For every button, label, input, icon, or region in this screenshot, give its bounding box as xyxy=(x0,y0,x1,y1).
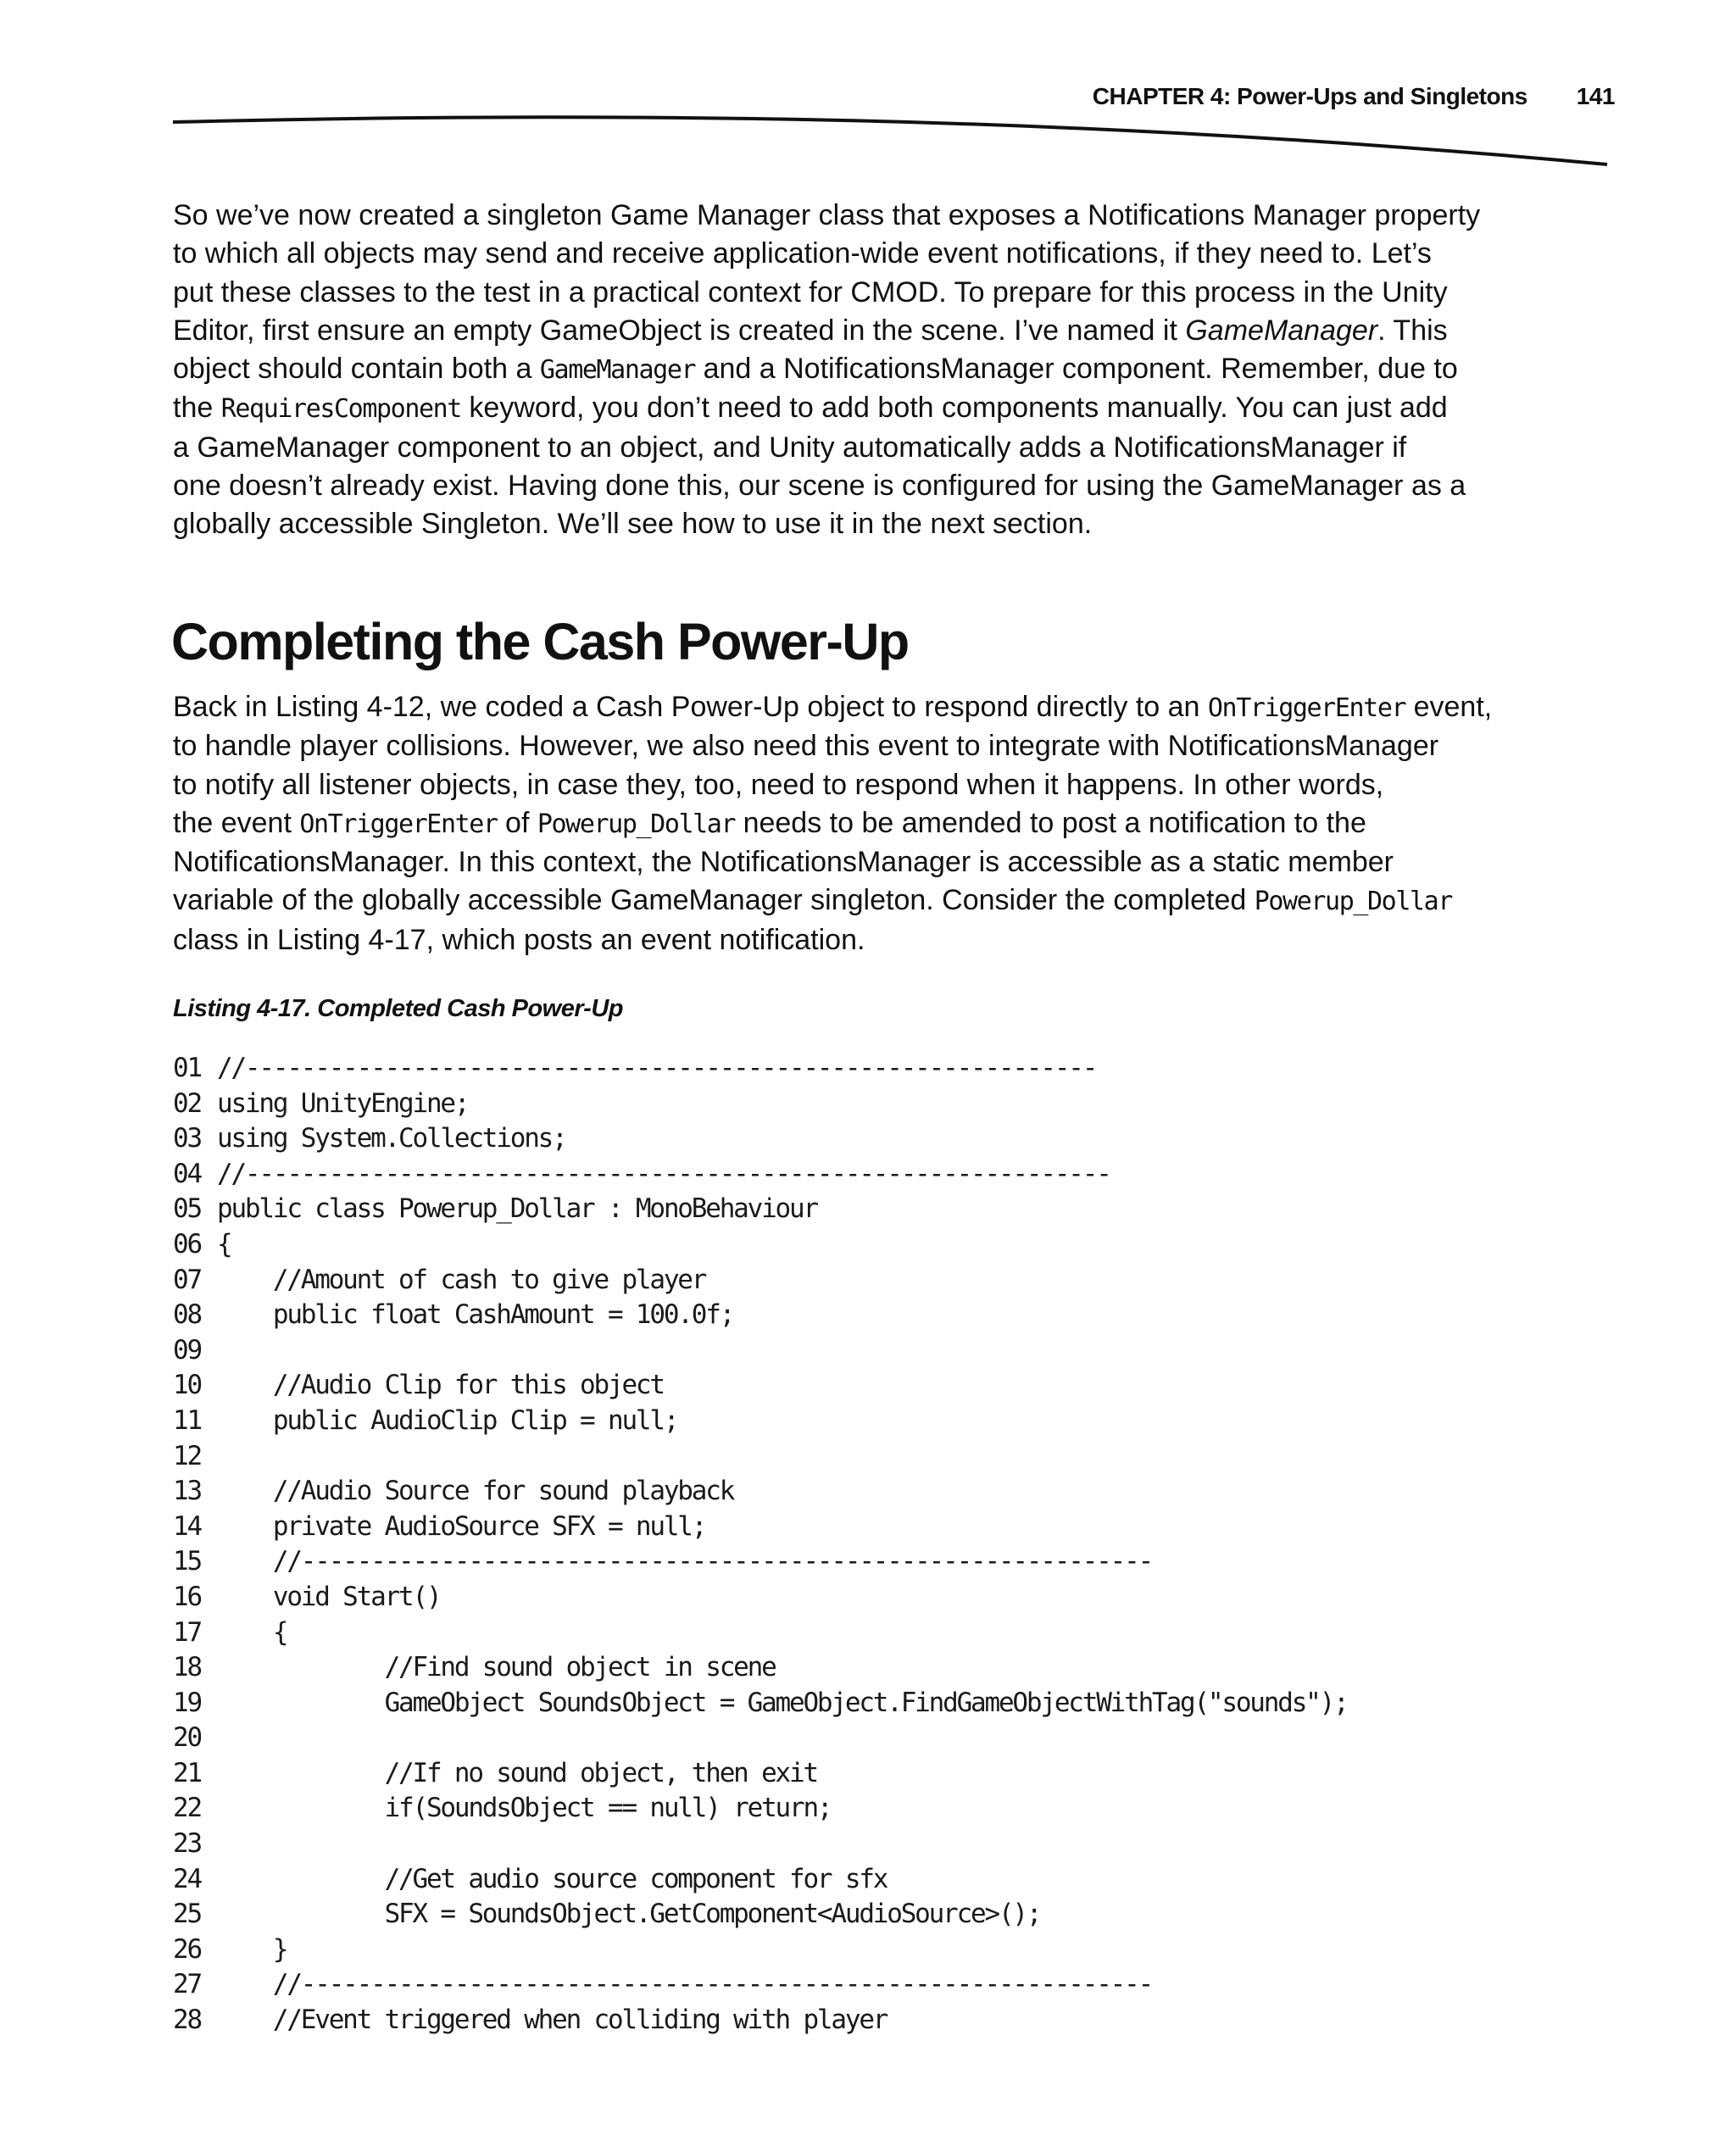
line-number: 23 xyxy=(173,1828,201,1860)
code-text: using System.Collections; xyxy=(217,1123,566,1154)
line-number: 12 xyxy=(173,1440,201,1471)
line-number: 16 xyxy=(173,1581,201,1612)
line-number: 08 xyxy=(173,1299,201,1331)
line-number: 10 xyxy=(173,1370,201,1401)
code-line xyxy=(173,1051,1348,1087)
text-line: NotificationsManager. In this context, the NotificationsManager is accessible as a static member xyxy=(173,846,1394,879)
text-line: to notify all listener objects, in case they, too, need to respond when it happens. In other words, xyxy=(173,768,1384,801)
text-run: the event xyxy=(173,806,300,839)
line-number: 28 xyxy=(173,2005,201,2036)
code-text: //Audio Clip for this object xyxy=(217,1370,664,1401)
chapter-title: CHAPTER 4: Power-Ups and Singletons xyxy=(1092,83,1527,109)
text-line xyxy=(173,350,1614,389)
line-number: 21 xyxy=(173,1757,201,1788)
code-text: //Amount of cash to give player xyxy=(217,1264,706,1295)
code-line xyxy=(173,1263,1348,1299)
code-line xyxy=(173,1615,1348,1651)
code-text: { xyxy=(217,1616,287,1648)
code-text: //------------------------------------------------------------- xyxy=(217,1546,1153,1577)
code-line xyxy=(173,2003,1348,2038)
line-number: 22 xyxy=(173,1793,201,1824)
text-run: of xyxy=(497,806,537,839)
code-line xyxy=(173,1862,1348,1898)
inline-code: Powerup_Dollar xyxy=(1254,887,1452,917)
line-number: 15 xyxy=(173,1546,201,1577)
code-text: //Find sound object in scene xyxy=(217,1652,776,1683)
text-run: the xyxy=(173,392,221,425)
text-run: Editor, first ensure an empty GameObject is created in the scene. I’ve named it xyxy=(173,314,1186,347)
code-line xyxy=(173,1686,1348,1721)
text-line xyxy=(173,389,1614,428)
code-line xyxy=(173,1897,1348,1932)
code-text: //------------------------------------------------------------- xyxy=(217,1969,1153,2000)
code-text: //Audio Source for sound playback xyxy=(217,1476,734,1507)
code-line xyxy=(173,1474,1348,1510)
running-head xyxy=(1093,83,1615,110)
code-line xyxy=(173,1298,1348,1333)
code-line xyxy=(173,1368,1348,1404)
line-number: 14 xyxy=(173,1510,201,1542)
code-line xyxy=(173,1827,1348,1862)
line-number: 20 xyxy=(173,1722,201,1754)
section-paragraph xyxy=(173,688,1614,959)
code-line xyxy=(173,1650,1348,1686)
inline-code: Powerup_Dollar xyxy=(537,809,736,839)
code-line xyxy=(173,1192,1348,1227)
inline-code: GameManager xyxy=(539,355,696,386)
line-number: 18 xyxy=(173,1652,201,1683)
code-text: SFX = SoundsObject.GetComponent<AudioSource>(); xyxy=(217,1899,1041,1930)
listing-caption: Listing 4-17. Completed Cash Power-Up xyxy=(173,995,623,1022)
inline-code: OnTriggerEnter xyxy=(299,809,498,839)
text-line xyxy=(173,688,1614,727)
text-line: to which all objects may send and receive application-wide event notifications, if they need to. Let’s xyxy=(173,237,1432,270)
text-run: . This xyxy=(1377,314,1448,347)
text-run: event, xyxy=(1405,691,1493,723)
code-text: public AudioClip Clip = null; xyxy=(217,1404,678,1436)
code-line xyxy=(173,1121,1348,1157)
code-line xyxy=(173,1932,1348,1968)
line-number: 09 xyxy=(173,1334,201,1365)
text-line xyxy=(173,881,1614,920)
code-text: } xyxy=(217,1933,287,1965)
code-text: if(SoundsObject == null) return; xyxy=(217,1793,832,1824)
inline-code: OnTriggerEnter xyxy=(1207,693,1406,723)
intro-paragraph xyxy=(173,197,1614,544)
code-line xyxy=(173,1439,1348,1475)
line-number: 11 xyxy=(173,1404,201,1436)
code-text: //Get audio source component for sfx xyxy=(217,1863,887,1894)
code-line xyxy=(173,1404,1348,1439)
code-line xyxy=(173,1510,1348,1545)
text-line: class in Listing 4-17, which posts an event notification. xyxy=(173,923,865,956)
text-run: Back in Listing 4-12, we coded a Cash Power-Up object to respond directly to an xyxy=(173,691,1208,723)
inline-code: RequiresComponent xyxy=(220,394,461,425)
code-line xyxy=(173,1087,1348,1122)
code-text: public float CashAmount = 100.0f; xyxy=(217,1299,734,1331)
code-text: public class Powerup_Dollar : MonoBehaviour xyxy=(217,1193,817,1225)
line-number: 17 xyxy=(173,1616,201,1648)
text-line: globally accessible Singleton. We’ll see how to use it in the next section. xyxy=(173,508,1093,541)
code-line xyxy=(173,1157,1348,1193)
text-line: put these classes to the test in a practical context for CMOD. To prepare for this process in the Unity xyxy=(173,275,1448,309)
line-number: 06 xyxy=(173,1228,201,1260)
code-text: void Start() xyxy=(217,1581,441,1612)
code-text: //-------------------------------------------------------------- xyxy=(217,1158,1110,1189)
code-line xyxy=(173,1791,1348,1827)
code-text: { xyxy=(217,1228,231,1260)
code-line xyxy=(173,1227,1348,1263)
code-line xyxy=(173,1967,1348,2003)
line-number: 26 xyxy=(173,1933,201,1965)
page-number: 141 xyxy=(1576,83,1615,109)
text-run: object should contain both a xyxy=(173,353,540,386)
code-text: //If no sound object, then exit xyxy=(217,1757,817,1788)
line-number: 01 xyxy=(173,1053,201,1083)
text-line: So we’ve now created a singleton Game Manager class that exposes a Notifications Manager property xyxy=(173,199,1481,231)
text-run: and a NotificationsManager component. Remember, due to xyxy=(695,353,1458,386)
line-number: 27 xyxy=(173,1969,201,2000)
line-number: 13 xyxy=(173,1476,201,1507)
line-number: 02 xyxy=(173,1087,201,1119)
text-run: needs to be amended to post a notification to the xyxy=(735,806,1366,839)
text-run: variable of the globally accessible GameManager singleton. Consider the completed xyxy=(173,884,1255,917)
line-number: 03 xyxy=(173,1123,201,1154)
line-number: 19 xyxy=(173,1687,201,1718)
code-line xyxy=(173,1333,1348,1369)
text-line: a GameManager component to an object, and Unity automatically adds a NotificationsManager if xyxy=(173,431,1407,464)
italic-term: GameManager xyxy=(1185,314,1378,347)
code-line xyxy=(173,1721,1348,1756)
section-heading: Completing the Cash Power-Up xyxy=(171,613,909,670)
text-line: one doesn’t already exist. Having done this, our scene is configured for using the GameManager as a xyxy=(173,470,1466,503)
line-number: 05 xyxy=(173,1193,201,1225)
line-number: 25 xyxy=(173,1899,201,1930)
text-run: keyword, you don’t need to add both components manually. You can just add xyxy=(460,392,1448,425)
code-text: GameObject SoundsObject = GameObject.FindGameObjectWithTag("sounds"); xyxy=(217,1687,1348,1718)
code-text: private AudioSource SFX = null; xyxy=(217,1510,706,1542)
code-line xyxy=(173,1756,1348,1792)
line-number: 07 xyxy=(173,1264,201,1295)
header-rule xyxy=(170,110,1611,170)
line-number: 24 xyxy=(173,1863,201,1894)
text-line: to handle player collisions. However, we also need this event to integrate with NotificationsManager xyxy=(173,730,1439,763)
code-line xyxy=(173,1544,1348,1580)
code-line xyxy=(173,1580,1348,1615)
code-text: //------------------------------------------------------------- xyxy=(217,1053,1097,1083)
text-line xyxy=(173,312,1614,350)
text-line xyxy=(173,804,1614,843)
code-listing xyxy=(173,1051,1348,2038)
code-text: //Event triggered when colliding with player xyxy=(217,2005,887,2036)
line-number: 04 xyxy=(173,1158,201,1189)
code-text: using UnityEngine; xyxy=(217,1087,469,1119)
